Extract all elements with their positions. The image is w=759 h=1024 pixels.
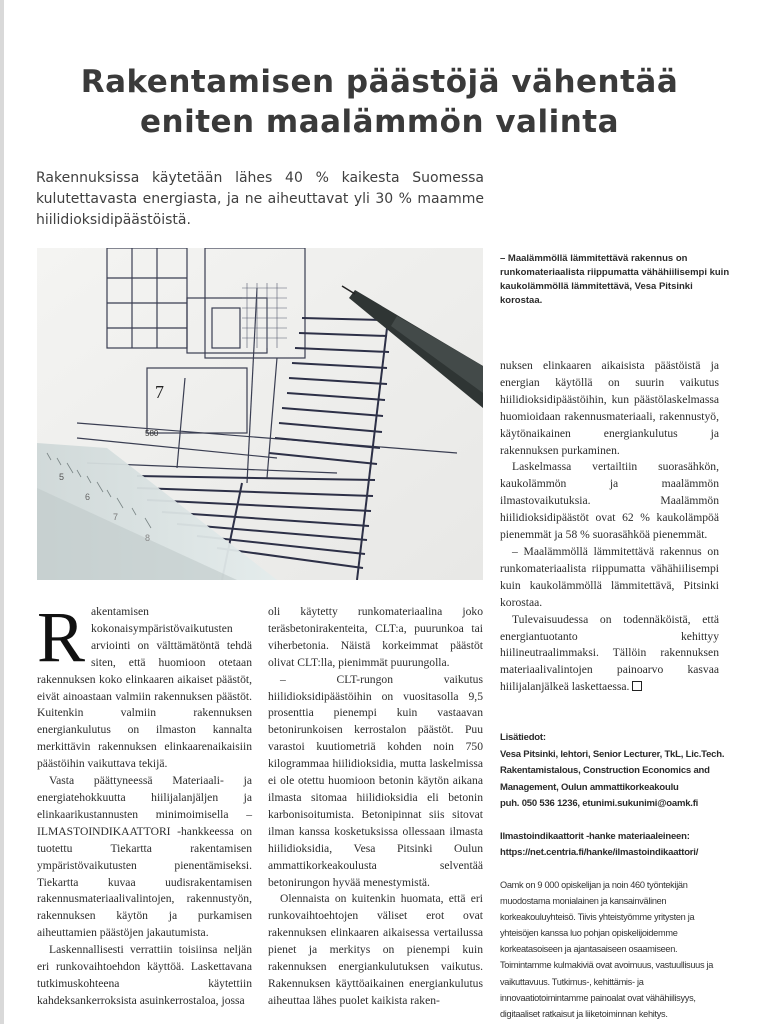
info-heading: Lisätiedot: xyxy=(500,732,546,743)
paragraph-text: Tulevaisuudessa on todennäköistä, että energiantuotanto kehittyy hiilineutraalimmaksi. Tällöin rakennuksen materiaalivalintojen painoarvo kasvaa hiilijalanjälkeä laskettaessa. xyxy=(500,612,719,694)
floor-plan-photo xyxy=(37,248,483,580)
page-edge xyxy=(0,0,4,1024)
body-paragraph: oli käytetty runkomateriaalina joko teräsbetonirakenteita, CLT:a, puurunkoa tai viherbetonia. Näistä korkeimmat päästöt olivat CLT:lla, pienimmät puurungolla. xyxy=(268,605,483,669)
body-paragraph: Vasta päättyneessä Materiaali- ja energiatehokkuutta hiilijalanjäljen ja elinkaarikustannusten minimoimisella – ILMASTOINDIKAATTORI -hankkeessa on tuotettu Tiekartta rakentamisen ympäristövaikutusten pienentämiseksi. Tiekartta kuvaa uudisrakentamisen rakennusmateriaalivalintojen, rakennustyön, rakennuksen käytön ja purkamisen aiheuttamien päästöjen jakautumista. xyxy=(37,774,252,940)
body-column-2 xyxy=(268,604,483,1010)
body-paragraph: Laskennallisesti verrattiin toisiinsa neljän eri runkovaihtoehdon käyttöä. Laskettavana tutkimuskohteena käytettiin kahdeksankerroksista asuinkerrostaloa, jossa xyxy=(37,943,252,1007)
plan-label-580: 580 xyxy=(145,429,159,438)
ruler-number: 8 xyxy=(145,533,151,543)
plan-label-7: 7 xyxy=(155,382,164,402)
body-paragraph xyxy=(500,612,719,697)
info-line: Rakentamistalous, Construction Economics and xyxy=(500,765,710,776)
floor-plan-illustration xyxy=(37,248,483,580)
contact-info xyxy=(500,730,730,862)
body-paragraph xyxy=(37,597,252,773)
title-line-1: Rakentamisen päästöjä vähentää xyxy=(80,64,679,100)
body-paragraph: nuksen elinkaaren aikaisista päästöistä ja energian käytöllä on suurin vaikutus hiilidioksidipäästöihin, kun päästölaskelmassa huomioidaan rakennusmateriaali, rakennustyö, käytönaikainen energiankulutus ja rakennuksen purkaminen. xyxy=(500,359,719,457)
info-line: Management, Oulun ammattikorkeakoulu xyxy=(500,781,679,793)
body-paragraph: – CLT-rungon vaikutus hiilidioksidipäästöihin on vuositasolla 9,5 prosenttia pienempi kuin vastaavan betonirunkoisen kerrostalon päästöt. Puu varastoi kuutiometriä kohden noin 750 kilogrammaa hiilidioksidia, mutta laskelmissa ei ole otettu huomioon betonin käytön aikana ilmasta sitomaa hiilidioksidia eli betonin karbonisoitumista. Betonipinnat siis sitovat ilman kanssa kosketuksissa ollessaan ilmasta hiilidioksidia, Vesa Pitsinki Oulun ammattikorkeakoulusta selventää betonirungon hyvää menestymistä. xyxy=(268,672,483,889)
body-paragraph: Olennaista on kuitenkin huomata, että eri runkovaihtoehtojen väliset erot ovat rakennuksen elinkaaren aikaisessa vertailussa pienet ja merkitys on pienempi kuin rakennuksen energiankulutuksen vaikutus. Rakennuksen käyttöaikainen energiankulutus aiheuttaa lähes puolet kaikista raken- xyxy=(268,892,483,1007)
about-oamk: Oamk on 9 000 opiskelijan ja noin 460 työntekijän muodostama monialainen ja kansainvälinen korkeakouluyhteisö. Tiivis yhteistyömme yritysten ja yhteisöjen kanssa luo pohjan opiskelijoidemme korkeatasoiseen ja ajantasaiseen osaamiseen. Toimintamme kulmakiviä ovat avoimuus, vastuullisuus ja vaikuttavuus. Tutkimus-, kehittämis- ja innovaatiotoimintamme painoalat ovat vähähiilisyys, digitaaliset ratkaisut ja liiketoiminnan kehitys. xyxy=(500,880,714,1019)
end-square-icon xyxy=(632,681,642,691)
ruler-number: 5 xyxy=(59,472,65,482)
body-column-3 xyxy=(500,358,719,696)
lead-paragraph: Rakennuksissa käytetään lähes 40 % kaikesta Suomessa kulutettavasta energiasta, ja ne aiheuttavat yli 30 % maamme hiilidioksidipäästöistä. xyxy=(36,170,484,228)
contact-line[interactable]: puh. 050 536 1236, etunimi.sukunimi@oamk.fi xyxy=(500,798,699,809)
ruler-number: 7 xyxy=(113,512,119,522)
ruler-number: 6 xyxy=(85,492,91,502)
drop-cap: R xyxy=(37,597,86,677)
paragraph-text: akentamisen kokonaisympäristövaikutusten arviointi on välttämätöntä tehdä siten, että huomioon otetaan rakennuksen koko elinkaaren aikaiset päästöt, eivät ainoastaan valmiin rakennuksen päästöt. Kuitenkin valmiin rakennuksen energiankulutus on ilmaston kannalta merkittävin rakennuksen elinkaarenaikaisiin päästöihin vaikuttava tekijä. xyxy=(37,605,252,771)
body-column-1 xyxy=(37,597,252,1010)
article-title xyxy=(0,62,759,142)
materials-link[interactable]: https://net.centria.fi/hanke/ilmastoindikaattori/ xyxy=(500,847,699,858)
body-paragraph: Laskelmassa vertailtiin suorasähkön, kaukolämmön ja maalämmön ilmastovaikutuksia. Maalämmön hiilidioksidipäästöt ovat 62 % kaukolämpöä pienemmät ja 58 % suorasähköä pienemmät. xyxy=(500,460,719,542)
title-line-2: eniten maalämmön valinta xyxy=(139,104,620,140)
materials-heading: Ilmastoindikaattorit -hanke materiaaleineen: xyxy=(500,830,690,842)
photo-caption: – Maalämmöllä lämmitettävä rakennus on runkomateriaalista riippumatta vähähiilisempi kuin kaukolämmöllä lämmitettävä, Vesa Pitsinki korostaa. xyxy=(500,253,730,306)
body-paragraph: – Maalämmöllä lämmitettävä rakennus on runkomateriaalista riippumatta vähähiilisempi kuin kaukolämmöllä lämmitettävä, Pitsinki korostaa. xyxy=(500,544,719,609)
info-line: Vesa Pitsinki, lehtori, Senior Lecturer, TkL, Lic.Tech. xyxy=(500,748,725,760)
